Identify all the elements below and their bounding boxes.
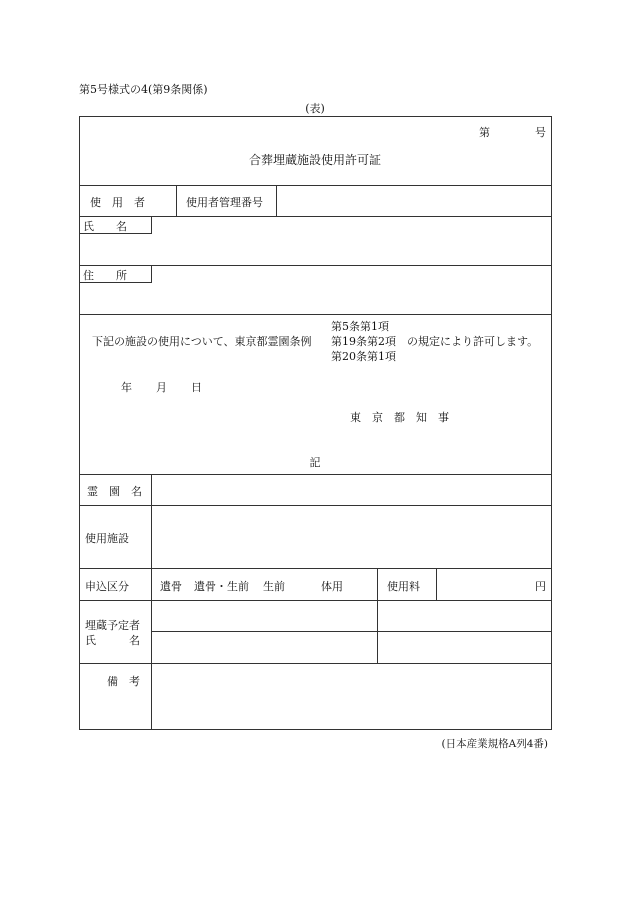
article-20-1: 第20条第1項 [331,350,396,363]
cemetery-label: 霊 園 名 [87,485,142,498]
remarks-label: 備 考 [107,675,140,688]
category-option-ikotsu-seizen[interactable]: 遺骨・生前 [194,580,249,593]
date-year: 年 [121,381,132,394]
address-label: 住 所 [83,269,127,282]
article-19-2: 第19条第2項 [331,335,396,348]
fee-unit: 円 [535,580,546,593]
permit-text-post: の規定により許可します。 [407,335,539,348]
side-label: (表) [305,102,325,115]
number-suffix: 号 [535,126,546,139]
facility-label: 使用施設 [85,532,129,545]
permit-text-pre: 下記の施設の使用について、東京都霊園条例 [92,335,312,348]
form-title: 合葬埋蔵施設使用許可証 [248,153,381,167]
category-option-ikotsu[interactable]: 遺骨 [160,580,182,593]
permit-form [79,116,552,730]
date-day: 日 [191,381,202,394]
date-month: 月 [156,381,167,394]
mgmt-number-label: 使用者管理番号 [186,196,263,209]
burial-label-1: 埋蔵予定者 [85,619,140,632]
category-option-seizen[interactable]: 生前 [263,580,285,593]
form-id: 第5号様式の4(第9条関係) [79,83,208,96]
user-label: 使 用 者 [90,196,145,209]
burial-label-2: 氏 名 [85,634,140,647]
name-label: 氏 名 [83,220,127,233]
number-label: 第 [479,126,490,139]
ki-label: 記 [309,456,321,469]
jis-size-note: (日本産業規格A列4番) [441,738,548,750]
issuer: 東 京 都 知 事 [350,411,449,424]
body-use-label: 体用 [321,580,343,593]
article-5-1: 第5条第1項 [331,320,389,333]
fee-label: 使用料 [387,580,420,593]
category-label: 申込区分 [85,580,129,593]
